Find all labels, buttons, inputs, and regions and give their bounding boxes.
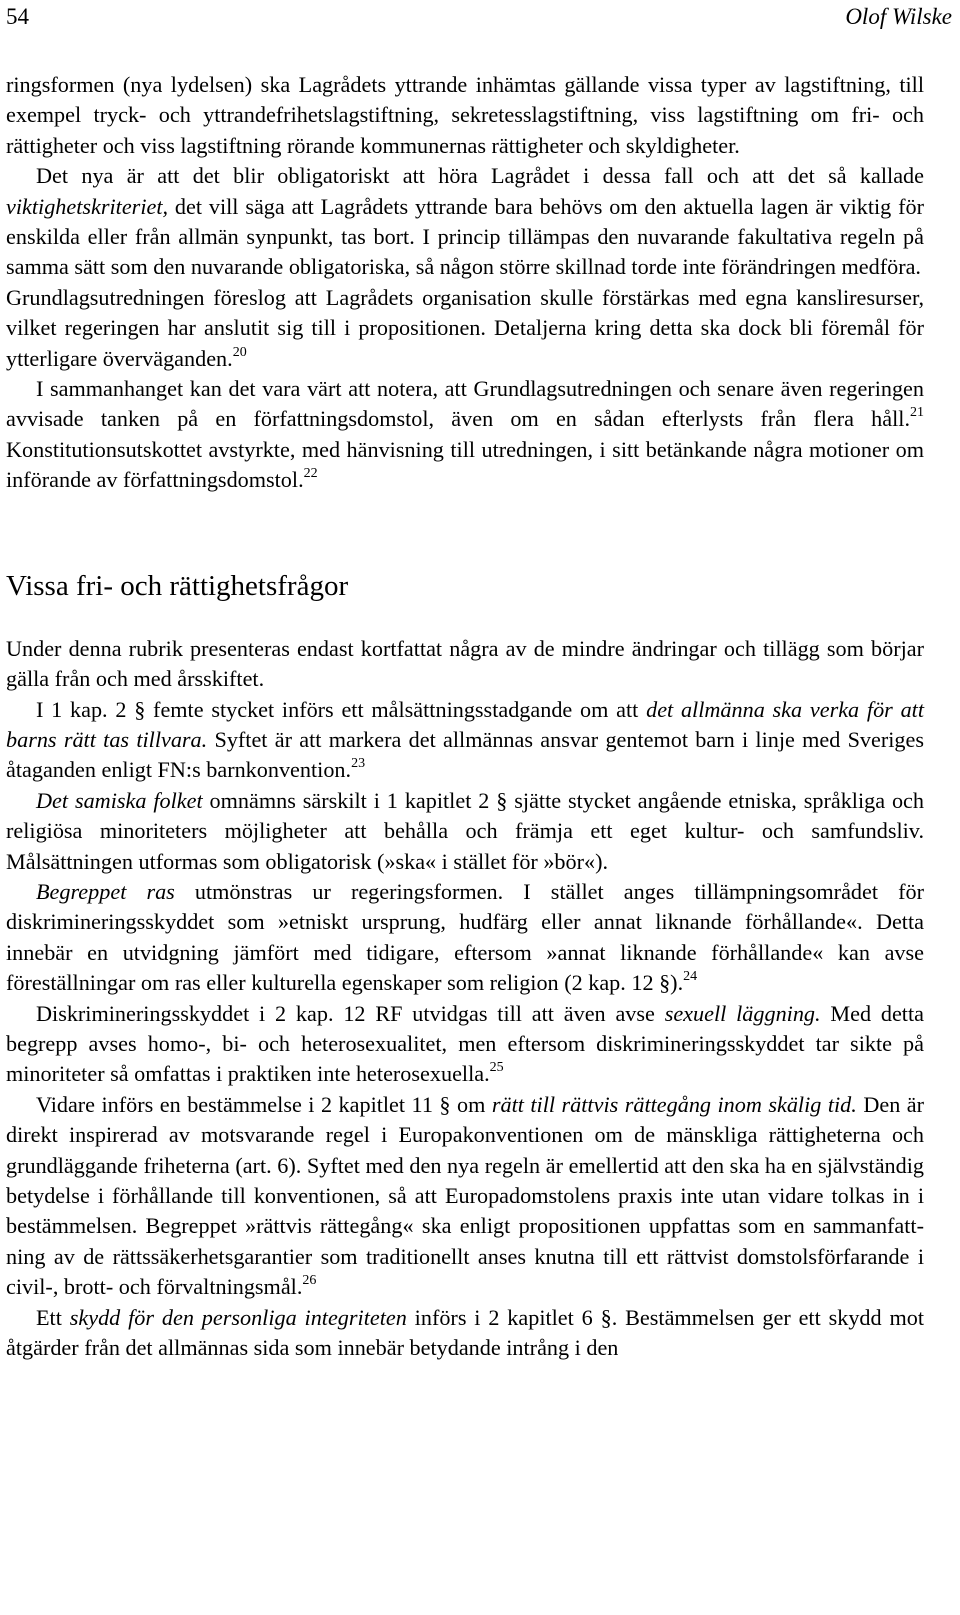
paragraph: Diskrimineringsskyddet i 2 kap. 12 RF utvidgas till att även avse sexuell läggning. Med detta begrepp avses homo-, bi- och heterosexualitet, men eftersom diskrimineringsskyddet tar sikte på minoriteter så omfattas i praktiken inte heterosexuella.$^{25}$ xyxy=(6,1000,924,1087)
footnote-ref: 26 xyxy=(302,1273,317,1289)
footnote-ref: 21 xyxy=(910,405,924,421)
footnote-ref: 23 xyxy=(351,756,366,772)
paragraph: Det nya är att det blir obligatoriskt att höra Lagrådet i dessa fall och att det så kallade viktighetskriteriet, det vill säga att Lagrådets yttrande bara behövs om den aktuella lagen är viktig för enskilda eller från allmän synpunkt, tas bort. I princip tillämpas den nuvarande fakultativa regeln på samma sätt som den nuvarande obligatoriska, så någon större skillnad torde inte förändringen medföra. xyxy=(6,163,924,280)
emphasis: viktighetskriteriet, xyxy=(6,193,169,219)
paragraph: Ett skydd för den personliga integriteten införs i 2 kapitlet 6 §. Bestämmelsen ger ett skydd mot åtgärder från det allmännas sida som innebär betydande intrång i den xyxy=(6,1304,924,1361)
paragraph: Vidare införs en bestämmelse i 2 kapitlet 11 § om rätt till rättvis rättegång inom skälig tid. Den är direkt inspirerad av motsvarande regel i Europakonventionen om de mänskliga rättigheterna och grundläggande friheterna (art. 6). Syftet med den nya regeln är emellertid att den ska ha en självständig betydelse i förhållande till konventionen, så att Europadomstolens praxis inte utan vidare tolkas in i bestämmelsen. Begreppet »rättvis rättegång« ska enligt propositionen uppfattas som en sammanfattning av de rättssäkerhetsgarantier som traditionellt anses knutna till ett rättvist domstolsförfarande i civil-, brott- och förvaltningsmål.$^{26}$ xyxy=(6,1091,925,1300)
emphasis: det allmänna ska verka för att barns rätt tas tillvara. xyxy=(6,696,924,752)
paragraph: I sammanhanget kan det vara värt att notera, att Grundlagsutredningen och senare även regeringen avvisade tanken på en författningsdomstol, även om en sådan efterlysts från flera håll.$^{21}$ Konstitutionsutskottet avstyrkte, med hänvisning till utredningen, i sitt betänkande några motioner om införande av författningsdomstol.$^{22}$ xyxy=(6,376,924,493)
footnote-ref: 20 xyxy=(232,344,247,360)
footnote-ref: 22 xyxy=(303,466,318,482)
emphasis: rätt till rättvis rättegång inom skälig tid. xyxy=(491,1091,857,1117)
page-header xyxy=(6,2,952,32)
paragraph: Under denna rubrik presenteras endast kortfattat några av de mindre ändringar och tillägg som börjar gälla från och med årsskiftet. xyxy=(6,635,924,692)
footnote-ref: 24 xyxy=(683,969,698,985)
paragraph: Grundlagsutredningen föreslog att Lagrådets organisation skulle förstärkas med egna kansliresurser, vilket regeringen har anslutit sig till i propositionen. Detaljerna kring detta ska dock bli föremål för ytterligare överväganden.$^{20}$ xyxy=(6,284,924,371)
running-title: Olof Wilske xyxy=(845,4,952,29)
section-heading: Vissa fri- och rättighetsfrågor xyxy=(6,569,349,602)
emphasis: Det samiska folket xyxy=(36,787,203,813)
paragraph: ringsformen (nya lydelsen) ska Lagrådets yttrande inhämtas gällande vissa typer av lagstiftning, till exempel tryck- och yttrandefrihetslagstiftning, sekretesslagstiftning, viss lagstiftning om fri- och rättigheter och viss lagstiftning rörande kommunernas rättigheter och skyldigheter. xyxy=(6,72,924,158)
emphasis: Begreppet ras xyxy=(36,878,175,904)
paragraph: Det samiska folket omnämns särskilt i 1 kapitlet 2 § sjätte stycket angående etniska, språkliga och religiösa minoriteters möjligheter att behålla och främja ett eget kultur- och samfundsliv. Målsättningen utformas som obligatorisk (»ska« i stället för »bör«). xyxy=(6,787,925,874)
paragraph: I 1 kap. 2 § femte stycket införs ett målsättningsstadgande om att det allmänna ska verka för att barns rätt tas tillvara. Syftet är att markera det allmännas ansvar gentemot barn i linje med Sveriges åtaganden enligt FN:s barnkonvention.$^{23}$ xyxy=(6,696,925,783)
paragraph: Begreppet ras utmönstras ur regeringsformen. I stället anges tillämpningsområdet för diskrimineringsskyddet som »etniskt ursprung, hudfärg eller annat liknande förhållande«. Detta innebär en utvidgning jämfört med tidigare, eftersom »annat liknande förhållande« kan avse föreställningar om ras eller kulturella egenskaper som religion (2 kap. 12 §).$^{24}$ xyxy=(6,878,924,996)
footnote-ref: 25 xyxy=(489,1060,504,1076)
emphasis: skydd för den personliga integriteten xyxy=(69,1304,407,1330)
page-number: 54 xyxy=(6,4,29,29)
body-text xyxy=(6,70,924,1363)
emphasis: sexuell läggning. xyxy=(664,1000,821,1026)
